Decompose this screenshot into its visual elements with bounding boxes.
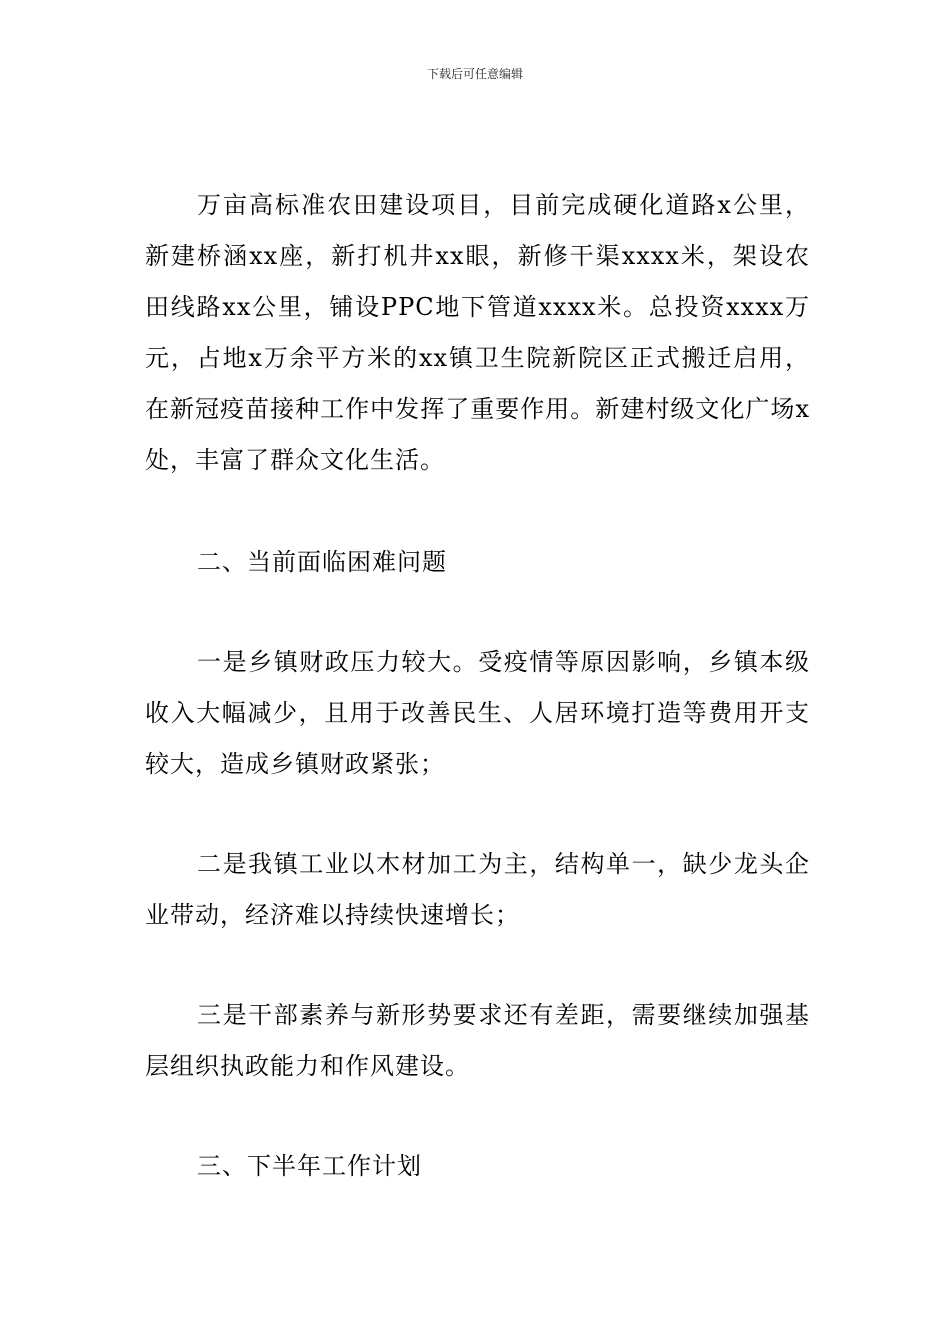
paragraph-difficulty-finance: 一是乡镇财政压力较大。受疫情等原因影响，乡镇本级收入大幅减少，且用于改善民生、人居环境打造等费用开支较大，造成乡镇财政紧张； <box>145 648 810 778</box>
paragraph-difficulty-cadres: 三是干部素养与新形势要求还有差距，需要继续加强基层组织执政能力和作风建设。 <box>145 1001 810 1080</box>
paragraph-project-progress: 万亩高标准农田建设项目，目前完成硬化道路x公里，新建桥涵xx座，新打机井xx眼，新修干渠xxxx米，架设农田线路xx公里，铺设PPC地下管道xxxx米。总投资xxxx万元，占地x万余平方米的xx镇卫生院新院区正式搬迁启用，在新冠疫苗接种工作中发挥了重要作用。新建村级文化广场x处，丰富了群众文化生活。 <box>145 191 810 474</box>
section-heading-difficulties: 二、当前面临困难问题 <box>197 548 447 576</box>
page-header: 下载后可任意编辑 <box>426 67 523 81</box>
paragraph-difficulty-industry: 二是我镇工业以木材加工为主，结构单一，缺少龙头企业带动，经济难以持续快速增长； <box>145 850 810 929</box>
section-heading-plan: 三、下半年工作计划 <box>197 1152 422 1180</box>
document-body <box>145 180 810 1192</box>
